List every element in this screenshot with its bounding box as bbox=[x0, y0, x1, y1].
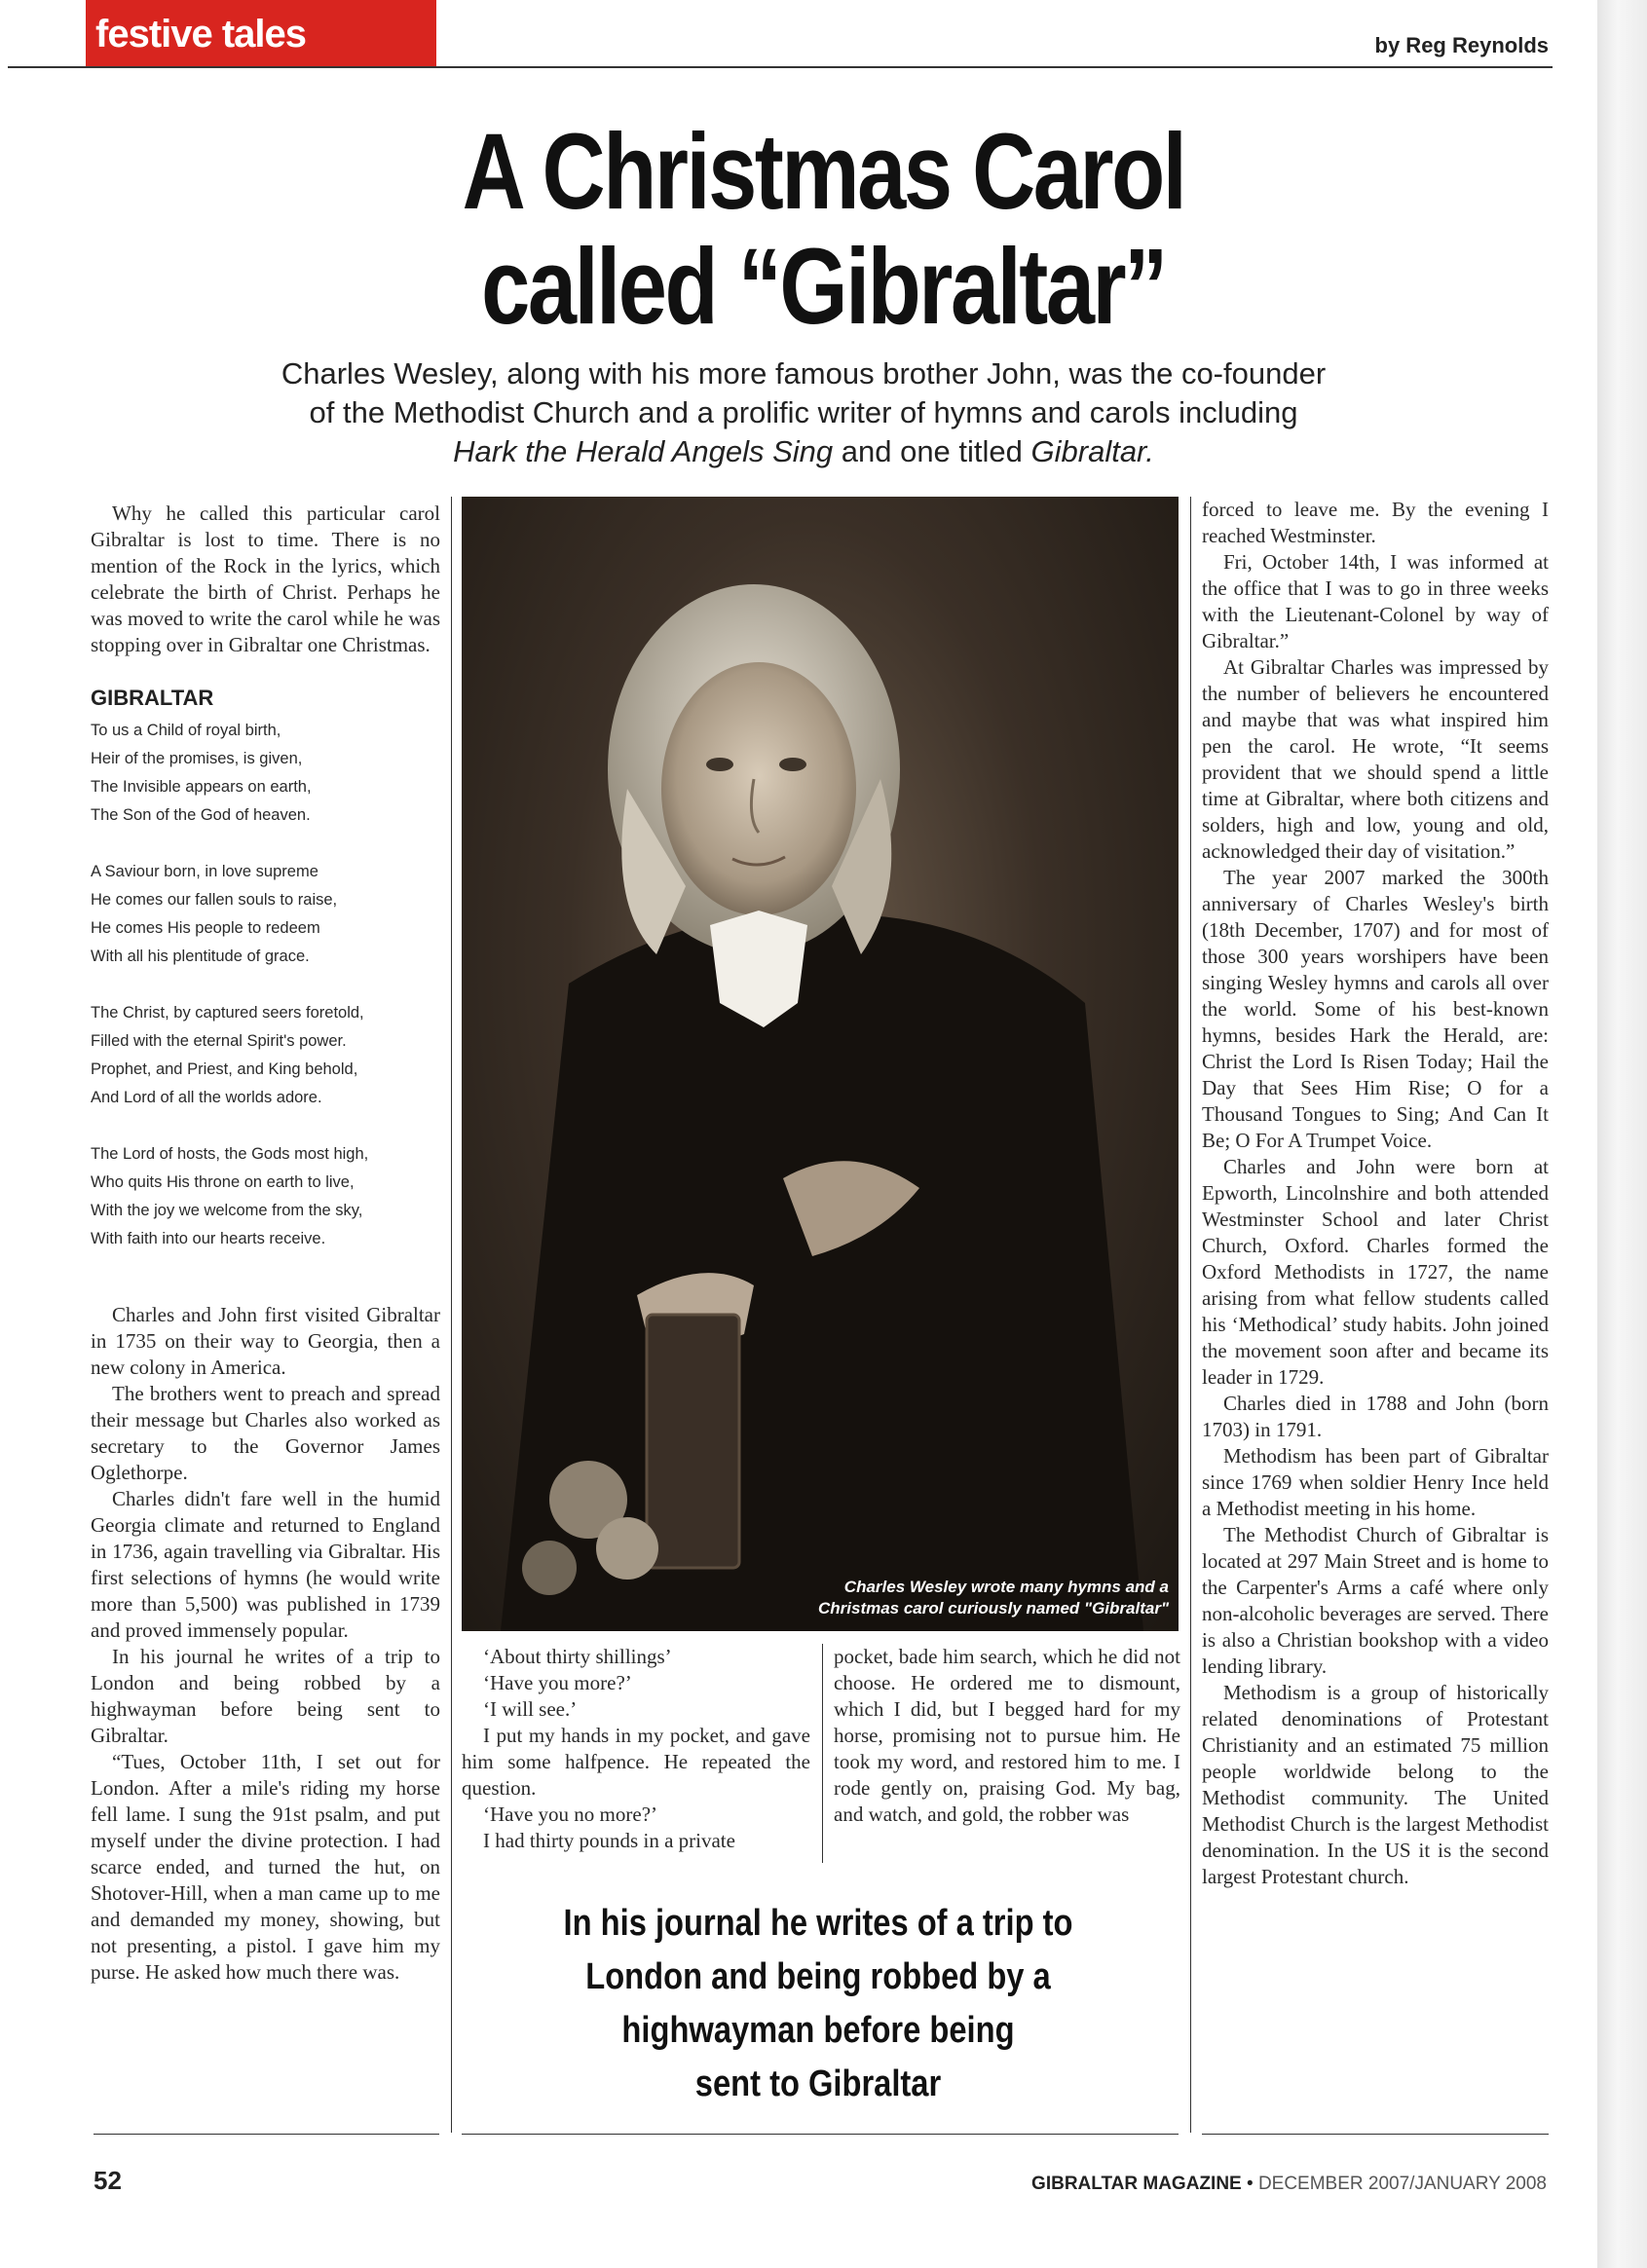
body-paragraph: The brothers went to preach and spread their message but Charles also worked as secretary to the Governor James Oglethorpe. bbox=[91, 1382, 440, 1484]
issue-date: DECEMBER 2007/JANUARY 2008 bbox=[1257, 2174, 1547, 2194]
poem-line: With the joy we welcome from the sky, bbox=[91, 1202, 363, 1219]
body-paragraph: ‘Have you no more?’ bbox=[483, 1803, 658, 1826]
poem-stanza bbox=[91, 717, 440, 830]
poem-line: Heir of the promises, is given, bbox=[91, 750, 303, 767]
middle-column-a bbox=[462, 1644, 810, 1854]
body-paragraph: “Tues, October 11th, I set out for London. After a mile's riding my horse fell lame. I sung the 91st psalm, and put myself under the divine protection. I had scarce ended, and turned the hut, on Shotover-Hill, when a man came up to me and demanded my money, showing, but not presenting, a pistol. I gave him my purse. He asked how much there was. bbox=[91, 1750, 440, 1984]
poem-line: Filled with the eternal Spirit's power. bbox=[91, 1032, 347, 1050]
poem-line: Who quits His throne on earth to live, bbox=[91, 1173, 355, 1191]
standfirst-line-1: Charles Wesley, along with his more famous brother John, was the co-founder bbox=[281, 356, 1327, 390]
poem bbox=[91, 717, 440, 1253]
body-paragraph: pocket, bade him search, which he did not choose. He ordered me to dismount, which I did, but I begged hard for my horse, promising not to pursue him. He took my word, and restored him to me. I rode gently on, praising God. My bag, and watch, and gold, the robber was bbox=[834, 1645, 1180, 1826]
photo-caption bbox=[818, 1577, 1169, 1619]
page-fold-shadow bbox=[1597, 0, 1647, 2268]
poem-stanza bbox=[91, 999, 440, 1112]
poem-line: He comes His people to redeem bbox=[91, 919, 320, 937]
standfirst-italic-2: Gibraltar. bbox=[1030, 434, 1154, 468]
article-headline bbox=[148, 112, 1499, 347]
body-paragraph: I had thirty pounds in a private bbox=[483, 1829, 735, 1852]
body-paragraph: Charles died in 1788 and John (born 1703) in 1791. bbox=[1202, 1392, 1549, 1441]
body-paragraph: Methodism is a group of historically related denominations of Protestant Christianity and an estimated 75 million people worldwide belong to the Methodist community. The United Methodist Church is the largest Methodist denomination. In the US it is the second largest Protestant church. bbox=[1202, 1681, 1549, 1888]
body-paragraph: Fri, October 14th, I was informed at the office that I was to go in three weeks with the Lieutenant-Colonel by way of Gibraltar.” bbox=[1202, 550, 1549, 652]
column-rule-2 bbox=[1190, 497, 1191, 2133]
byline: by Reg Reynolds bbox=[1374, 33, 1549, 57]
right-column bbox=[1202, 497, 1549, 1890]
pullquote-line-1: In his journal he writes of a trip to bbox=[563, 1903, 1073, 1944]
left-column-lower bbox=[91, 1302, 440, 1986]
body-paragraph: At Gibraltar Charles was impressed by the number of believers he encountered and maybe that was what inspired him pen the carol. He wrote, “It seems provident that we should spend a little time at Gibraltar, where both citizens and solders, high and low, young and old, acknowledged their day of visitation.” bbox=[1202, 655, 1549, 863]
body-paragraph: I put my hands in my pocket, and gave him some halfpence. He repeated the question. bbox=[462, 1724, 810, 1800]
poem-line: To us a Child of royal birth, bbox=[91, 722, 281, 739]
pullquote-line-3: highwayman before being bbox=[621, 2010, 1015, 2051]
section-tag: festive tales bbox=[86, 0, 436, 68]
poem-title: GIBRALTAR bbox=[91, 686, 214, 710]
poem-line: He comes our fallen souls to raise, bbox=[91, 891, 338, 909]
portrait-illustration bbox=[462, 497, 1179, 1631]
caption-line-2: Christmas carol curiously named "Gibraltar" bbox=[817, 1599, 1169, 1617]
poem-line: With faith into our hearts receive. bbox=[91, 1230, 326, 1247]
poem-line: The Christ, by captured seers foretold, bbox=[91, 1004, 364, 1022]
portrait-photo bbox=[462, 497, 1179, 1631]
body-paragraph: Charles didn't fare well in the humid Georgia climate and returned to England in 1736, again travelling via Gibraltar. His first selections of hymns (he would write more than 5,500) was published in 1739 and proved immensely popular. bbox=[91, 1487, 440, 1642]
standfirst-italic-1: Hark the Herald Angels Sing bbox=[453, 434, 834, 468]
body-paragraph: ‘I will see.’ bbox=[483, 1697, 578, 1721]
poem-line: With all his plentitude of grace. bbox=[91, 948, 310, 965]
caption-line-1: Charles Wesley wrote many hymns and a bbox=[843, 1578, 1169, 1596]
headline-line-2: called “Gibraltar” bbox=[481, 227, 1166, 347]
pullquote-line-4: sent to Gibraltar bbox=[694, 2064, 942, 2104]
page-number: 52 bbox=[94, 2166, 122, 2195]
poem-stanza bbox=[91, 1140, 440, 1253]
body-paragraph: Methodism has been part of Gibraltar since 1769 when soldier Henry Ince held a Methodist meeting in his home. bbox=[1202, 1444, 1549, 1520]
body-paragraph: Charles and John first visited Gibraltar in 1735 on their way to Georgia, then a new colony in America. bbox=[91, 1303, 440, 1379]
poem-line: And Lord of all the worlds adore. bbox=[91, 1089, 322, 1106]
intro-paragraph: Why he called this particular carol Gibraltar is lost to time. There is no mention of the Rock in the lyrics, which celebrate the birth of Christ. Perhaps he was moved to write the carol while he was stopping over in Gibraltar one Christmas. bbox=[91, 502, 440, 656]
body-paragraph: forced to leave me. By the evening I reached Westminster. bbox=[1202, 498, 1549, 547]
standfirst-connector: and one titled bbox=[833, 434, 1031, 468]
poem-line: Prophet, and Priest, and King behold, bbox=[91, 1060, 358, 1078]
body-paragraph: ‘About thirty shillings’ bbox=[483, 1645, 672, 1668]
body-paragraph: Charles and John were born at Epworth, Lincolnshire and both attended Westminster School and later Christ Church, Oxford. Charles formed the Oxford Methodists in 1727, the name arising from what fellow students called his ‘Methodical’ study habits. John joined the movement soon after and became its leader in 1729. bbox=[1202, 1155, 1549, 1389]
footer-rule-middle bbox=[462, 2134, 1179, 2135]
pull-quote bbox=[534, 1897, 1104, 2111]
poem-line: The Invisible appears on earth, bbox=[91, 778, 312, 796]
pullquote-line-2: London and being robbed by a bbox=[585, 1956, 1051, 1997]
footer-rule-left bbox=[94, 2134, 439, 2135]
magazine-name: GIBRALTAR MAGAZINE bbox=[1031, 2174, 1242, 2194]
body-paragraph: The Methodist Church of Gibraltar is located at 297 Main Street and is home to the Carpenter's Arms a café where only non-alcoholic beverages are served. There is also a Christian bookshop with a video lending library. bbox=[1202, 1523, 1549, 1678]
headline-line-1: A Christmas Carol bbox=[462, 112, 1185, 232]
footer-rule-right bbox=[1202, 2134, 1549, 2135]
standfirst-line-2: of the Methodist Church and a prolific writer of hymns and carols including bbox=[309, 395, 1298, 429]
footer-separator: • bbox=[1241, 2174, 1258, 2194]
header-rule bbox=[8, 66, 1553, 68]
poem-line: The Lord of hosts, the Gods most high, bbox=[91, 1145, 369, 1163]
poem-stanza bbox=[91, 858, 440, 971]
poem-line: A Saviour born, in love supreme bbox=[91, 863, 318, 880]
body-paragraph: The year 2007 marked the 300th anniversary of Charles Wesley's birth (18th December, 1707) and for most of those 300 years worshipers have been singing Wesley hymns and carols all over the world. Some of his best-known hymns, besides Hark the Herald, are: Christ the Lord Is Risen Today; Hail the Day that Sees Him Rise; O for a Thousand Tongues to Sing; And Can It Be; O For A Trumpet Voice. bbox=[1202, 866, 1549, 1152]
left-column-upper bbox=[91, 501, 440, 1282]
middle-column-b bbox=[834, 1644, 1180, 1828]
column-rule-mid bbox=[822, 1644, 823, 1863]
magazine-footer bbox=[1031, 2174, 1547, 2195]
column-rule-1 bbox=[451, 497, 452, 2133]
body-paragraph: In his journal he writes of a trip to London and being robbed by a highwayman before being sent to Gibraltar. bbox=[91, 1645, 440, 1747]
body-paragraph: ‘Have you more?’ bbox=[483, 1671, 632, 1694]
poem-line: The Son of the God of heaven. bbox=[91, 806, 311, 824]
standfirst bbox=[224, 354, 1383, 471]
